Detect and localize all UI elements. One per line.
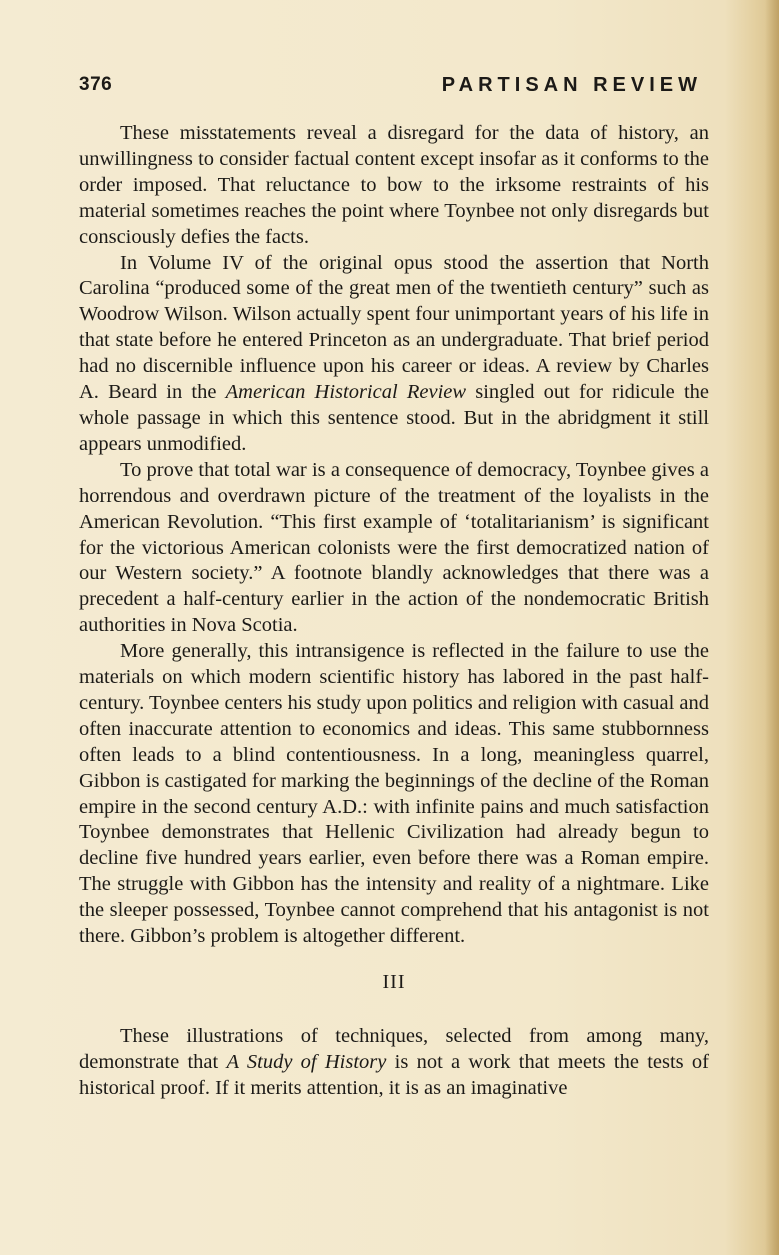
paragraph-text: is not a work that meets the tests of historical proof. If it merits attention, it is as an imaginative [79, 1050, 709, 1099]
book-title: A Study of History [226, 1050, 387, 1073]
paragraph-text: More generally, this intransigence is reflected in the failure to use the materials on which modern scientific history has labored in the past half-century. Toynbee centers his study upon politics and religion with casual and often inaccurate attention to economics and ideas. This same stubbornness often leads to a blind contentiousness. In a long, meaningless quarrel, Gibbon is castigated for marking the beginnings of the decline of the Roman empire in the second century A.D.: with infinite pains and much satisfaction Toynbee demonstrates that Hellenic Civilization had already begun to decline five hundred years earlier, even before there was a Roman empire. The struggle with Gibbon has the intensity and reality of a nightmare. Like the sleeper possessed, Toynbee cannot comprehend that his antagonist is not there. Gibbon’s problem is altogether different. [79, 640, 709, 948]
paragraph-north-carolina [79, 251, 709, 458]
paragraph-total-war [79, 458, 709, 639]
running-head [79, 74, 702, 104]
paragraph-text: singled out for ridicule the whole passage in which this sentence stood. But in the abridgment it still appears unmodified. [79, 381, 709, 455]
paragraph-text: These misstatements reveal a disregard for the data of history, an unwillingness to consider factual content except insofar as it conforms to the order imposed. That reluctance to bow to the irksome restraints of his material sometimes reaches the point where Toynbee not only disregards but consciously defies the facts. [79, 122, 709, 248]
paragraph-intransigence [79, 639, 709, 950]
journal-title: PARTISAN REVIEW [441, 74, 702, 96]
paragraph-text: In Volume IV of the original opus stood the assertion that North Carolina “produced some of the great men of the twentieth century” such as Woodrow Wilson. Wilson actually spent four unimportant years of his life in that state before he entered Princeton as an undergraduate. That brief period had no discernible influence upon his career or ideas. A review by Charles A. Beard in the [79, 251, 709, 404]
paragraph-misstatements [79, 121, 709, 251]
paragraph-text: To prove that total war is a consequence of democracy, Toynbee gives a horrendous and overdrawn picture of the treatment of the loyalists in the American Revolution. “This first example of ‘totalitarianism’ is significant for the victorious American colonists were the first democratized nation of our Western society.” A footnote blandly acknowledges that there was a precedent a half-century earlier in the action of the nondemocratic British authorities in Nova Scotia. [79, 458, 709, 637]
paragraph-text: These illustrations of techniques, selected from among many, demonstrate that [79, 1024, 709, 1073]
body-text [79, 121, 709, 1102]
paragraph-illustrations [79, 1024, 709, 1102]
journal-citation: American Historical Review [225, 381, 467, 404]
page-number: 376 [79, 74, 113, 95]
page-edge-shadow [765, 0, 779, 1255]
section-heading: III [382, 971, 406, 993]
